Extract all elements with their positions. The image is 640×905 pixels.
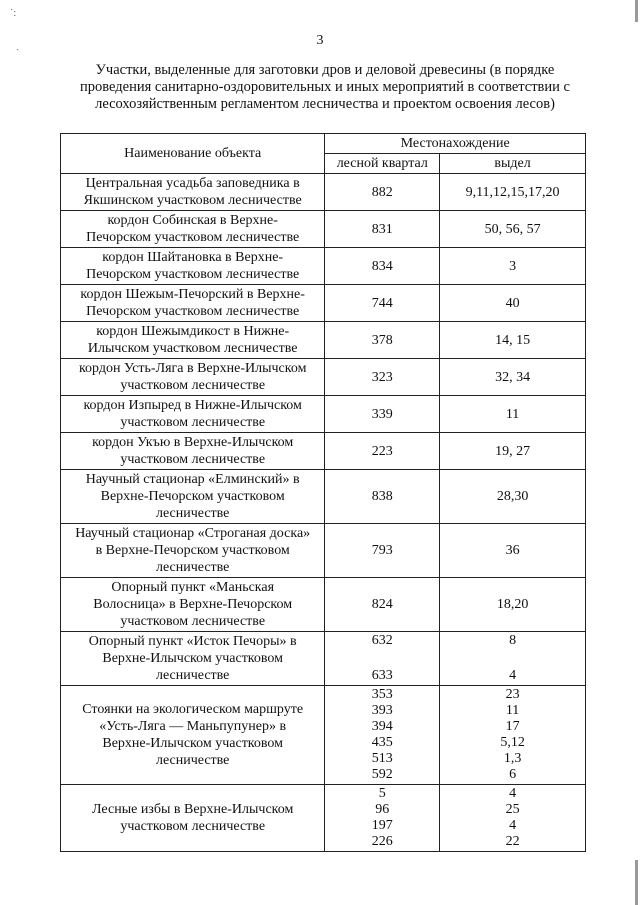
header-location: Местонахождение <box>325 134 586 154</box>
object-name-line: кордон Шежым-Печорский в Верхне- <box>80 287 305 302</box>
object-name-line: Верхне-Илычском участковом <box>102 651 284 666</box>
object-name-line: Волосница» в Верхне-Печорском <box>93 597 293 612</box>
section-value: 19, 27 <box>495 443 531 459</box>
object-name-cell <box>61 359 325 396</box>
object-name-cell <box>61 322 325 359</box>
section-value: 3 <box>509 258 517 274</box>
section-value: 25 <box>505 802 520 817</box>
scan-edge-bottom <box>635 860 638 905</box>
object-name-cell <box>61 578 325 632</box>
quarter-cell <box>325 470 440 524</box>
quarter-value: 323 <box>371 369 393 385</box>
object-name-line: участковом лесничестве <box>120 415 266 430</box>
quarter-value: 339 <box>371 406 393 422</box>
object-name-line: кордон Шежымдикост в Нижне- <box>96 324 290 339</box>
object-name-line: Стоянки на экологическом маршруте <box>82 702 304 717</box>
scan-mark-left: ˏ <box>16 40 20 51</box>
object-name-cell <box>61 174 325 211</box>
section-value: 32, 34 <box>495 369 531 385</box>
object-name-cell <box>61 433 325 470</box>
table-row <box>61 632 586 686</box>
quarter-value: 223 <box>371 443 393 459</box>
quarter-cell <box>325 211 440 248</box>
section-value: 4 <box>509 668 517 683</box>
quarter-cell <box>325 285 440 322</box>
object-name-cell <box>61 785 325 852</box>
header-quarter: лесной квартал <box>325 154 440 174</box>
section-cell <box>440 285 586 322</box>
document-title <box>60 62 590 113</box>
quarter-value: 394 <box>371 719 393 734</box>
section-cell <box>440 632 586 686</box>
object-name-line: кордон Укъю в Верхне-Илычском <box>92 435 294 450</box>
table-row <box>61 322 586 359</box>
section-cell <box>440 470 586 524</box>
object-name-cell <box>61 211 325 248</box>
scan-edge-top <box>635 0 638 22</box>
quarter-value: 513 <box>371 751 393 766</box>
section-cell <box>440 359 586 396</box>
section-cell <box>440 322 586 359</box>
quarter-cell <box>325 433 440 470</box>
quarter-value: 838 <box>371 489 393 504</box>
section-cell <box>440 686 586 785</box>
object-name-line: участковом лесничестве <box>120 452 266 467</box>
object-name-line: лесничестве <box>155 506 230 521</box>
section-value: 28,30 <box>496 489 529 504</box>
section-value: 5,12 <box>500 735 525 750</box>
section-value: 6 <box>509 767 517 782</box>
quarter-value: 793 <box>371 543 393 558</box>
quarter-value: 353 <box>371 687 393 702</box>
object-name-cell <box>61 396 325 433</box>
section-cell <box>440 211 586 248</box>
object-name-line: кордон Собинская в Верхне- <box>107 213 278 228</box>
section-value: 11 <box>505 406 520 422</box>
section-cell <box>440 578 586 632</box>
object-name-line: Якшинском участковом лесничестве <box>83 193 302 208</box>
quarter-cell <box>325 524 440 578</box>
object-name-cell <box>61 285 325 322</box>
quarter-value: 824 <box>371 597 393 612</box>
section-value: 14, 15 <box>495 332 531 348</box>
section-cell <box>440 396 586 433</box>
section-value: 4 <box>509 818 517 833</box>
object-name-line: лесничестве <box>155 560 230 575</box>
forest-plots-table <box>60 133 586 852</box>
title-line: Участки, выделенные для заготовки дров и деловой древесины (в порядке <box>95 62 555 78</box>
quarter-value: 393 <box>371 703 393 718</box>
quarter-value: 831 <box>371 221 393 237</box>
object-name-line: участковом лесничестве <box>120 614 266 629</box>
section-value: 23 <box>505 687 520 702</box>
table-row <box>61 174 586 211</box>
page-number: 3 <box>316 33 324 48</box>
quarter-cell <box>325 359 440 396</box>
table-row <box>61 359 586 396</box>
object-name-line: лесничестве <box>155 753 230 768</box>
table-row <box>61 211 586 248</box>
object-name-line: Научный стационар «Строганая доска» <box>75 526 311 541</box>
section-value: 8 <box>509 633 517 648</box>
section-value: 11 <box>505 703 520 718</box>
section-value: 50, 56, 57 <box>484 221 541 237</box>
object-name-line: Научный стационар «Елминский» в <box>85 472 300 487</box>
section-cell <box>440 174 586 211</box>
section-cell <box>440 433 586 470</box>
quarter-value: 632 <box>371 633 393 648</box>
section-value: 22 <box>505 834 520 849</box>
quarter-value: 633 <box>371 668 393 683</box>
section-cell <box>440 785 586 852</box>
section-value: 9,11,12,15,17,20 <box>465 184 560 200</box>
object-name-line: Верхне-Печорском участковом <box>100 489 285 504</box>
object-name-cell <box>61 686 325 785</box>
object-name-line: Печорском участковом лесничестве <box>86 267 300 282</box>
quarter-cell <box>325 785 440 852</box>
object-name-line: кордон Шайтановка в Верхне- <box>102 250 284 265</box>
object-name-line: кордон Усть-Ляга в Верхне-Илычском <box>78 361 307 376</box>
quarter-value: 378 <box>371 332 393 348</box>
object-name-cell <box>61 632 325 686</box>
table-body <box>61 174 586 852</box>
object-name-line: «Усть-Ляга — Маньпупунер» в <box>99 719 287 734</box>
table-row <box>61 785 586 852</box>
object-name-line: Опорный пункт «Исток Печоры» в <box>88 634 297 649</box>
table-row <box>61 433 586 470</box>
quarter-value: 592 <box>371 767 393 782</box>
title-line: проведения санитарно-оздоровительных и иных мероприятий в соответствии с <box>80 79 570 95</box>
header-section: выдел <box>440 154 586 174</box>
table-row <box>61 396 586 433</box>
quarter-cell <box>325 248 440 285</box>
quarter-cell <box>325 686 440 785</box>
object-name-cell <box>61 470 325 524</box>
quarter-cell <box>325 322 440 359</box>
quarter-cell <box>325 632 440 686</box>
object-name-line: в Верхне-Печорском участковом <box>95 543 290 558</box>
section-cell <box>440 524 586 578</box>
object-name-line: участковом лесничестве <box>120 378 266 393</box>
quarter-cell <box>325 174 440 211</box>
section-value: 36 <box>505 543 520 558</box>
object-name-line: Опорный пункт «Маньская <box>111 580 275 595</box>
object-name-line: Илычском участковом лесничестве <box>87 341 298 356</box>
quarter-value: 226 <box>371 834 393 849</box>
quarter-value: 5 <box>378 786 386 801</box>
table-row <box>61 285 586 322</box>
quarter-cell <box>325 396 440 433</box>
table-row <box>61 578 586 632</box>
table-row <box>61 686 586 785</box>
scan-mark-top: ˙: <box>10 8 17 19</box>
table-row <box>61 248 586 285</box>
object-name-cell <box>61 524 325 578</box>
quarter-value: 882 <box>371 184 393 200</box>
quarter-value: 197 <box>371 818 393 833</box>
section-value: 17 <box>505 719 520 734</box>
quarter-value: 435 <box>371 735 393 750</box>
object-name-line: Печорском участковом лесничестве <box>86 304 300 319</box>
object-name-line: Печорском участковом лесничестве <box>86 230 300 245</box>
header-name: Наименование объекта <box>61 134 325 174</box>
object-name-line: Верхне-Илычском участковом <box>102 736 284 751</box>
section-value: 18,20 <box>496 597 529 612</box>
quarter-value: 744 <box>371 295 393 311</box>
object-name-line: кордон Изпыред в Нижне-Илычском <box>83 398 302 413</box>
table-row <box>61 524 586 578</box>
section-value: 4 <box>509 786 517 801</box>
object-name-line: лесничестве <box>155 668 230 683</box>
object-name-line: Центральная усадьба заповедника в <box>85 176 300 191</box>
section-value: 1,3 <box>503 751 522 766</box>
quarter-cell <box>325 578 440 632</box>
object-name-line: участковом лесничестве <box>120 819 266 834</box>
quarter-value: 96 <box>375 802 390 817</box>
title-line: лесохозяйственным регламентом лесничества и проектом освоения лесов) <box>95 96 555 112</box>
object-name-cell <box>61 248 325 285</box>
object-name-line: Лесные избы в Верхне-Илычском <box>92 802 294 817</box>
table-row <box>61 470 586 524</box>
quarter-value: 834 <box>371 258 393 274</box>
section-cell <box>440 248 586 285</box>
section-value: 40 <box>505 295 520 311</box>
